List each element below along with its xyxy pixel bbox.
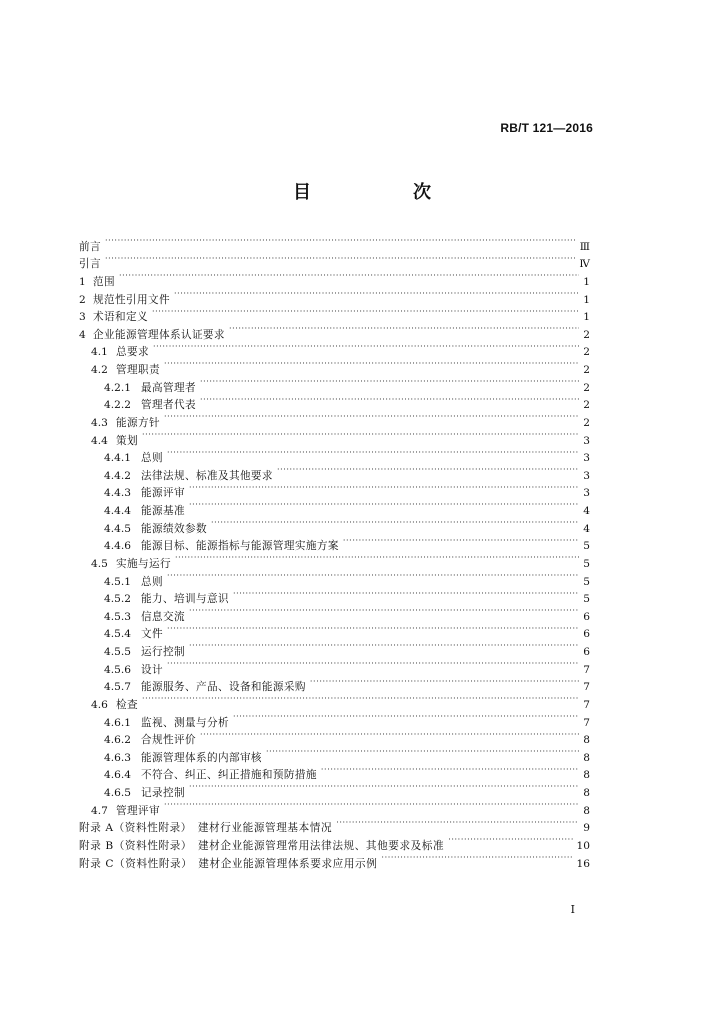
dot-leader xyxy=(200,726,579,744)
toc-entry-number: 3 xyxy=(79,311,86,324)
toc-entry[interactable] xyxy=(79,267,590,288)
dot-leader xyxy=(152,303,579,321)
page-number: I xyxy=(570,903,575,916)
toc-entry-title: 管理职责 xyxy=(116,364,160,376)
toc-entry-page: 5 xyxy=(583,593,590,606)
toc-entry-page: 8 xyxy=(583,769,590,782)
toc-entry[interactable] xyxy=(79,285,590,306)
toc-entry-page: 2 xyxy=(583,399,590,412)
toc-entry-number: 4.5.3 xyxy=(104,610,131,623)
toc-entry-title: 范围 xyxy=(93,275,115,288)
dot-leader xyxy=(167,620,579,638)
toc-entry-number: 4.4.2 xyxy=(104,469,131,482)
toc-entry-number: 4.5.4 xyxy=(104,628,131,641)
toc-entry-page: 9 xyxy=(583,822,590,835)
toc-entry-number: 4.5 xyxy=(91,557,108,570)
toc-entry-number: 4.4.4 xyxy=(104,505,131,517)
toc-entry-page: 5 xyxy=(583,575,590,588)
toc-entry-title: 能源方针 xyxy=(116,416,160,429)
toc-entry-page: 7 xyxy=(583,716,590,729)
toc-entry[interactable] xyxy=(79,303,590,324)
toc-entry-title: 引言 xyxy=(79,258,101,271)
toc-entry-number: 4.7 xyxy=(91,804,108,817)
dot-leader xyxy=(142,426,579,444)
toc-entry-page: 6 xyxy=(583,646,590,658)
toc-entry-page: 7 xyxy=(583,663,590,676)
dot-leader xyxy=(233,708,579,726)
toc-entry-number: 4.6 xyxy=(91,698,108,711)
toc-entry-number: 4.2 xyxy=(91,364,108,376)
toc-entry-title: 能源绩效参数 xyxy=(141,522,207,535)
dot-leader xyxy=(105,232,576,250)
toc-entry-page: 10 xyxy=(576,839,590,852)
toc-entry-title: 法律法规、标准及其他要求 xyxy=(141,469,273,482)
toc-entry-title: 企业能源管理体系认证要求 xyxy=(93,328,225,341)
toc-entry[interactable] xyxy=(79,355,590,376)
toc-entry-title: 附录 B（资料性附录） 建材企业能源管理常用法律法规、其他要求及标准 xyxy=(79,839,445,852)
dot-leader xyxy=(336,814,579,832)
toc-entry-number: 4.1 xyxy=(91,346,108,359)
toc-entry-page: 2 xyxy=(583,381,590,394)
toc-entry-page: 3 xyxy=(583,469,590,482)
toc-entry[interactable] xyxy=(79,444,590,465)
toc-entry-number: 4.5.2 xyxy=(104,593,131,606)
dot-leader xyxy=(167,655,579,673)
page-title: 目 次 xyxy=(293,182,473,203)
toc-entry-title: 能源目标、能源指标与能源管理实施方案 xyxy=(141,540,339,553)
toc-entry-title: 最高管理者 xyxy=(141,381,196,394)
dot-leader xyxy=(164,796,579,814)
dot-leader xyxy=(153,338,579,356)
toc-entry-title: 检查 xyxy=(116,698,138,711)
dot-leader xyxy=(200,373,579,391)
toc-entry-page: 7 xyxy=(583,698,590,711)
toc-entry-page: 3 xyxy=(583,487,590,500)
toc-entry-title: 附录 A（资料性附录） 建材行业能源管理基本情况 xyxy=(79,822,333,835)
toc-entry[interactable] xyxy=(79,232,590,253)
toc-entry-title: 能源管理体系的内部审核 xyxy=(141,751,262,764)
toc-entry-title: 能力、培训与意识 xyxy=(141,593,229,606)
dot-leader xyxy=(189,479,579,497)
dot-leader xyxy=(189,602,579,620)
toc-entry-number: 4.6.1 xyxy=(104,716,131,729)
toc-entry-title: 运行控制 xyxy=(141,646,185,658)
toc-entry-page: 4 xyxy=(583,522,590,535)
toc-entry-number: 4.4.1 xyxy=(104,452,131,465)
toc-entry-number: 1 xyxy=(79,275,86,288)
toc-entry-number: 4.4.3 xyxy=(104,487,131,500)
dot-leader xyxy=(310,673,579,691)
toc-entry-title: 能源基准 xyxy=(141,505,185,517)
toc-entry-title: 术语和定义 xyxy=(93,311,148,324)
table-of-contents xyxy=(79,232,590,870)
toc-entry-page: 3 xyxy=(583,434,590,447)
toc-entry-number: 4.5.5 xyxy=(104,646,131,658)
toc-entry-page: 2 xyxy=(583,328,590,341)
toc-entry-number: 4.5.7 xyxy=(104,681,131,694)
toc-entry-number: 4.6.5 xyxy=(104,787,131,799)
dot-leader xyxy=(381,849,572,867)
toc-entry-page: 8 xyxy=(583,751,590,764)
dot-leader xyxy=(229,320,579,338)
toc-entry-title: 策划 xyxy=(116,434,138,447)
toc-entry-title: 合规性评价 xyxy=(141,734,196,747)
toc-entry[interactable] xyxy=(79,690,590,711)
dot-leader xyxy=(189,778,579,796)
toc-entry-number: 4.5.1 xyxy=(104,575,131,588)
toc-entry-title: 管理评审 xyxy=(116,804,160,817)
dot-leader xyxy=(119,267,579,285)
dot-leader xyxy=(164,408,579,426)
toc-entry-title: 能源评审 xyxy=(141,487,185,500)
toc-entry[interactable] xyxy=(79,426,590,447)
toc-entry-title: 监视、测量与分析 xyxy=(141,716,229,729)
toc-entry-page: 2 xyxy=(583,416,590,429)
toc-entry-title: 文件 xyxy=(141,628,163,641)
toc-entry-title: 附录 C（资料性附录） 建材企业能源管理体系要求应用示例 xyxy=(79,857,378,870)
toc-entry-page: 6 xyxy=(583,610,590,623)
toc-entry-page: 2 xyxy=(583,364,590,376)
dot-leader xyxy=(167,567,579,585)
toc-entry-number: 4.4.5 xyxy=(104,522,131,535)
toc-entry-title: 总要求 xyxy=(116,346,149,359)
toc-entry-title: 不符合、纠正、纠正措施和预防措施 xyxy=(141,769,317,782)
toc-entry-number: 4.6.3 xyxy=(104,751,131,764)
toc-entry-page: 8 xyxy=(583,734,590,747)
toc-entry-number: 2 xyxy=(79,293,86,306)
toc-entry-page: 5 xyxy=(583,557,590,570)
dot-leader xyxy=(175,549,579,567)
toc-entry[interactable] xyxy=(79,338,590,359)
toc-entry-page: 1 xyxy=(583,275,590,288)
toc-entry-page: 3 xyxy=(583,452,590,465)
toc-entry-title: 记录控制 xyxy=(141,787,185,799)
toc-entry-number: 4.5.6 xyxy=(104,663,131,676)
toc-entry-page: 1 xyxy=(583,293,590,306)
toc-entry-number: 4.2.1 xyxy=(104,381,131,394)
toc-entry-page: Ⅳ xyxy=(579,258,590,271)
dot-leader xyxy=(266,743,579,761)
toc-entry-page: 5 xyxy=(583,540,590,553)
toc-entry-page: 1 xyxy=(583,311,590,324)
toc-entry-title: 规范性引用文件 xyxy=(93,293,170,306)
toc-entry-title: 总则 xyxy=(141,575,163,588)
toc-entry-title: 前言 xyxy=(79,240,101,253)
toc-entry-number: 4.4 xyxy=(91,434,108,447)
toc-entry-number: 4.2.2 xyxy=(104,399,131,412)
dot-leader xyxy=(200,391,579,409)
toc-entry-number: 4 xyxy=(79,328,86,341)
toc-entry-page: 2 xyxy=(583,346,590,359)
dot-leader xyxy=(211,514,579,532)
toc-entry-number: 4.3 xyxy=(91,416,108,429)
toc-entry-page: 6 xyxy=(583,628,590,641)
dot-leader xyxy=(164,355,579,373)
toc-entry-page: 4 xyxy=(583,505,590,517)
dot-leader xyxy=(343,532,579,550)
toc-entry-page: 16 xyxy=(576,857,590,870)
toc-entry-page: 8 xyxy=(583,804,590,817)
toc-entry[interactable] xyxy=(79,320,590,341)
dot-leader xyxy=(277,461,579,479)
dot-leader xyxy=(189,496,579,514)
toc-entry-page: 8 xyxy=(583,787,590,799)
toc-entry-title: 信息交流 xyxy=(141,610,185,623)
toc-entry-page: 7 xyxy=(583,681,590,694)
dot-leader xyxy=(174,285,579,303)
toc-entry-number: 4.6.4 xyxy=(104,769,131,782)
standard-number: RB/T 121—2016 xyxy=(500,121,593,135)
toc-entry-number: 4.4.6 xyxy=(104,540,131,553)
dot-leader xyxy=(105,250,575,268)
toc-entry-title: 总则 xyxy=(141,452,163,465)
toc-entry-title: 管理者代表 xyxy=(141,399,196,412)
toc-entry[interactable] xyxy=(79,250,590,271)
dot-leader xyxy=(448,831,572,849)
toc-entry[interactable] xyxy=(79,708,590,729)
toc-entry-page: Ⅲ xyxy=(579,240,590,253)
toc-entry-title: 实施与运行 xyxy=(116,557,171,570)
dot-leader xyxy=(167,444,579,462)
toc-entry-title: 能源服务、产品、设备和能源采购 xyxy=(141,681,306,694)
toc-entry-title: 设计 xyxy=(141,663,163,676)
dot-leader xyxy=(142,690,579,708)
dot-leader xyxy=(233,585,579,603)
toc-entry-number: 4.6.2 xyxy=(104,734,131,747)
dot-leader xyxy=(189,637,579,655)
dot-leader xyxy=(321,761,579,779)
